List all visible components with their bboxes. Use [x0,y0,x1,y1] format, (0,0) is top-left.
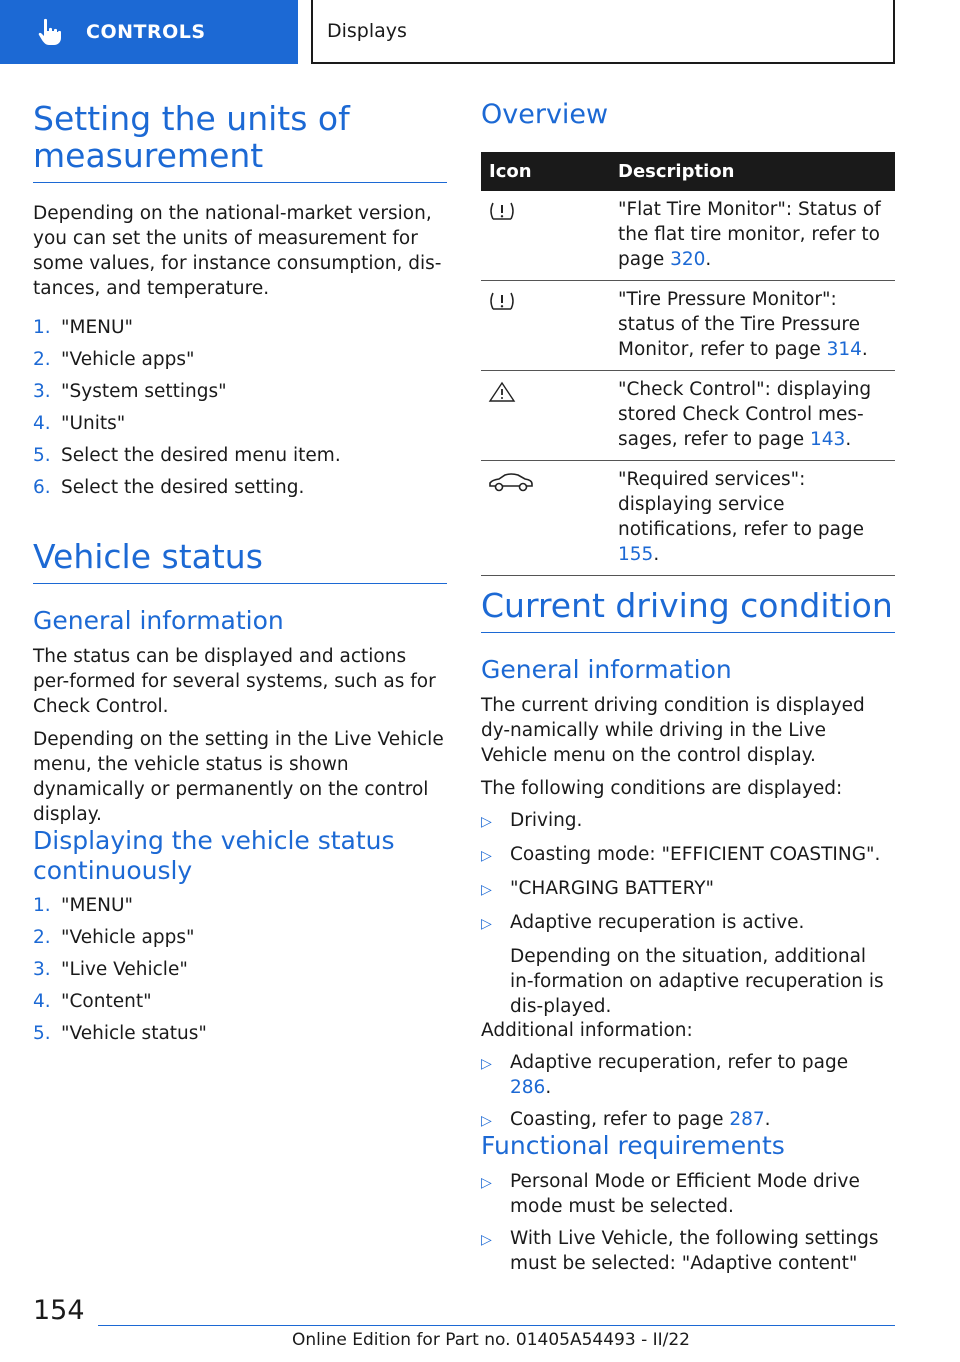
list-item [481,876,895,903]
conditions-list [481,808,895,1026]
step-number: 2. [33,927,51,948]
table-header-description: Description [618,152,895,191]
description-text: "Tire Pressure Monitor": status of the Tire Pressure Monitor, refer to page [618,289,861,360]
list-item [481,910,895,937]
bullet-triangle-icon: ▷ [481,814,492,830]
list-item [33,376,447,408]
hand-pointer-icon [38,18,64,46]
general-info-p1: The status can be displayed and actions per-formed for several systems, such as for Check Control. [33,646,436,717]
list-item [481,1107,895,1134]
step-text: Select the desired setting. [61,477,305,498]
step-text: "MENU" [61,317,134,338]
description-suffix: . [705,249,712,270]
step-number: 5. [33,1023,51,1044]
page-link[interactable]: 314 [826,339,862,360]
bullet-triangle-icon: ▷ [481,1232,492,1248]
step-number: 3. [33,959,51,980]
list-item [481,808,895,835]
bullet-text-part: Coasting, refer to page [510,1109,730,1130]
page-link[interactable]: 320 [670,249,706,270]
step-number: 1. [33,317,51,338]
step-text: "MENU" [61,895,134,916]
icon-cell [481,461,618,576]
step-number: 4. [33,991,51,1012]
additional-list [481,1050,895,1141]
overview-table [481,152,895,576]
driving-general-p1: The current driving condition is displayed dy-namically while driving in the Live Vehicle menu on the control display. [481,695,865,766]
overview-heading: Overview [481,99,609,130]
description-cell [618,461,895,576]
additional-label: Additional information: [481,1020,693,1041]
tire-warning-icon [487,295,517,316]
list-item [33,312,447,344]
list-item [33,922,447,954]
list-item [481,842,895,869]
edition-text: Online Edition for Part no. 01405A54493 - II/22 [291,1330,690,1350]
list-item [33,440,447,472]
units-steps-list [33,312,447,504]
description-suffix: . [653,544,660,565]
description-suffix: . [861,339,868,360]
icon-cell [481,371,618,461]
description-text: "Check Control": displaying stored Check Control mes-sages, refer to page [618,379,872,450]
condition-detail: Depending on the situation, additional in-formation on adaptive recuperation is dis-played. [510,946,884,1017]
step-text: Select the desired menu item. [61,445,341,466]
car-service-icon [487,477,535,498]
step-number: 5. [33,445,51,466]
step-text: "Vehicle apps" [61,349,195,370]
list-item [33,954,447,986]
general-info-p2: Depending on the setting in the Live Vehicle menu, the vehicle status is shown dynamically or permanently on the control display. [33,729,444,825]
chapter-header [311,0,895,64]
bullet-triangle-icon: ▷ [481,1056,492,1072]
icon-cell [481,191,618,281]
requirements-list [481,1169,895,1283]
bullet-triangle-icon: ▷ [481,848,492,864]
continuous-heading: Displaying the vehicle status continuously [33,826,395,885]
bullet-text: Coasting mode: "EFFICIENT COASTING". [510,844,881,865]
driving-general-p2: The following conditions are displayed: [481,778,843,799]
list-item [33,408,447,440]
table-row [481,371,895,461]
section-title: CONTROLS [86,21,206,43]
table-header-icon: Icon [481,152,618,191]
list-item [33,1018,447,1050]
bullet-text-part: Adaptive recuperation, refer to page [510,1052,849,1073]
description-cell [618,281,895,371]
step-text: "Units" [61,413,126,434]
description-suffix: . [845,429,852,450]
bullet-triangle-icon: ▷ [481,1113,492,1129]
list-item [481,1050,895,1100]
requirements-heading: Functional requirements [481,1131,785,1160]
bullet-text: Driving. [510,810,583,831]
units-heading: Setting the units of measurement [33,100,447,183]
continuous-steps-list [33,890,447,1050]
bullet-text: Personal Mode or Efficient Mode drive mode must be selected. [510,1171,860,1217]
list-item [33,890,447,922]
step-number: 4. [33,413,51,434]
table-row [481,461,895,576]
page-link[interactable]: 143 [810,429,846,450]
description-cell [618,191,895,281]
list-item [481,1169,895,1219]
description-cell [618,371,895,461]
bullet-text: Adaptive recuperation is active. [510,912,805,933]
step-number: 3. [33,381,51,402]
warning-triangle-icon [487,387,517,408]
footer-divider [98,1325,895,1326]
bullet-text-suffix: . [764,1109,771,1130]
icon-cell [481,281,618,371]
bullet-triangle-icon: ▷ [481,916,492,932]
step-number: 1. [33,895,51,916]
step-text: "Content" [61,991,152,1012]
driving-general-heading: General information [481,655,732,684]
driving-condition-heading: Current driving condition [481,587,895,633]
step-text: "Vehicle status" [61,1023,207,1044]
general-info-heading: General information [33,606,284,635]
step-text: "System settings" [61,381,227,402]
bullet-triangle-icon: ▷ [481,1175,492,1191]
bullet-text-suffix: . [545,1077,552,1098]
bullet-text [510,1050,895,1100]
page-link[interactable]: 155 [618,544,654,565]
bullet-text: "CHARGING BATTERY" [510,878,715,899]
table-row [481,191,895,281]
description-text: "Flat Tire Monitor": Status of the flat tire monitor, refer to page [618,199,881,270]
bullet-text: With Live Vehicle, the following settings must be selected: "Adaptive content" [510,1228,879,1274]
list-item [481,1226,895,1276]
section-tab [0,0,298,64]
step-text: "Vehicle apps" [61,927,195,948]
list-item [33,472,447,504]
list-item [33,344,447,376]
page-link[interactable]: 286 [510,1077,546,1098]
step-text: "Live Vehicle" [61,959,188,980]
step-number: 2. [33,349,51,370]
page-number: 154 [33,1295,85,1326]
vehicle-status-heading: Vehicle status [33,538,447,584]
list-item [33,986,447,1018]
units-intro: Depending on the national-market version, you can set the units of measurement for some values, for instance consumption, dis-tances, and temperature. [33,203,442,299]
tire-warning-icon [487,205,517,226]
bullet-triangle-icon: ▷ [481,882,492,898]
chapter-title: Displays [327,20,407,42]
page-link[interactable]: 287 [729,1109,765,1130]
bullet-text [510,1107,771,1134]
description-text: "Required services": displaying service notifications, refer to page [618,469,865,540]
table-row [481,281,895,371]
step-number: 6. [33,477,51,498]
